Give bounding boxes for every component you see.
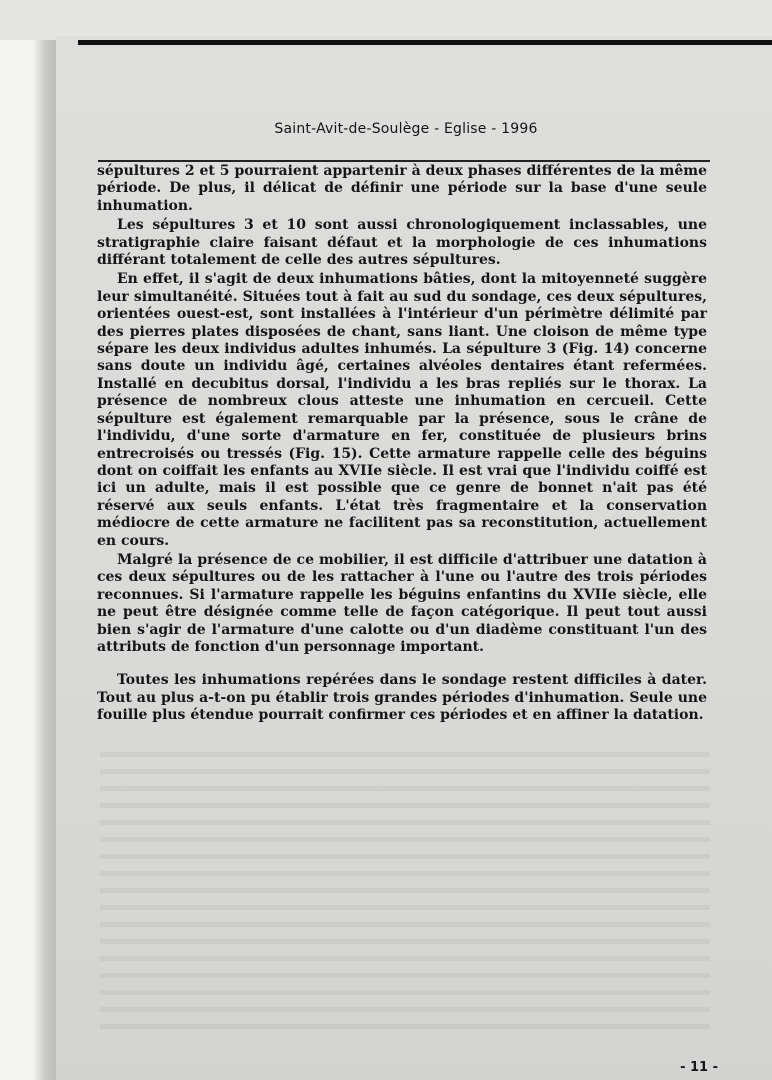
- paragraph-mobilier: Malgré la présence de ce mobilier, il est difficile d'attribuer une datation à ces deux sépultures ou de les rattacher à l'une ou l'autre des trois périodes reconnues. Si l'armature rappelle les béguins enfantins du XVIIe siècle, elle ne peut être désignée comme telle de façon catégorique. Il peut tout aussi bien s'agir de l'armature d'une calotte ou d'un diadème constituant l'un des attributs de fonction d'un personnage important.: [97, 551, 707, 655]
- running-header: Saint-Avit-de-Soulège - Eglise - 1996: [274, 121, 538, 137]
- paragraph-conclusion: Toutes les inhumations repérées dans le sondage restent difficiles à dater. Tout au plus a-t-on pu établir trois grandes périodes d'inhumation. Seule une fouille plus étendue pourrait confirmer ces périodes et en affiner la datation.: [97, 672, 707, 724]
- page-number: - 11 -: [680, 1060, 718, 1075]
- header-rule: [98, 160, 710, 162]
- body-text: [97, 163, 707, 727]
- paragraph-inhumations-baties: En effet, il s'agit de deux inhumations bâties, dont la mitoyenneté suggère leur simultanéité. Situées tout à fait au sud du sondage, ces deux sépultures, orientées ouest-est, sont installées à l'intérieur d'un périmètre délimité par des pierres plates disposées de chant, sans liant. Une cloison de même type sépare les deux individus adultes inhumés. La sépulture 3 (Fig. 14) concerne sans doute un individu âgé, certaines alvéoles dentaires étant refermées. Installé en decubitus dorsal, l'individu a les bras repliés sur le thorax. La présence de nombreux clous atteste une inhumation en cercueil. Cette sépulture est également remarquable par la présence, sous le crâne de l'individu, d'une sorte d'armature en fer, constituée de plusieurs brins entrecroisés ou tressés (Fig. 15). Cette armature rappelle celle des béguins dont on coiffait les enfants au XVIIe siècle. Il est vrai que l'individu coiffé est ici un adulte, mais il est possible que ce genre de bonnet n'ait pas été réservé aux seuls enfants. L'état très fragmentaire et la conservation médiocre de cette armature ne facilitent pas sa reconstitution, actuellement en cours.: [97, 271, 707, 549]
- paragraph-continuation: sépultures 2 et 5 pourraient appartenir à deux phases différentes de la même période. De plus, il délicat de définir une période sur la base d'une seule inhumation.: [97, 163, 707, 214]
- bleed-through-texture: [100, 740, 710, 1040]
- top-border-rule: [78, 40, 772, 45]
- paragraph-sepultures-3-10: Les sépultures 3 et 10 sont aussi chronologiquement inclassables, une stratigraphie claire faisant défaut et la morphologie de ces inhumations différant totalement de celle des autres sépultures.: [97, 217, 707, 269]
- scan-margin: [0, 40, 60, 1080]
